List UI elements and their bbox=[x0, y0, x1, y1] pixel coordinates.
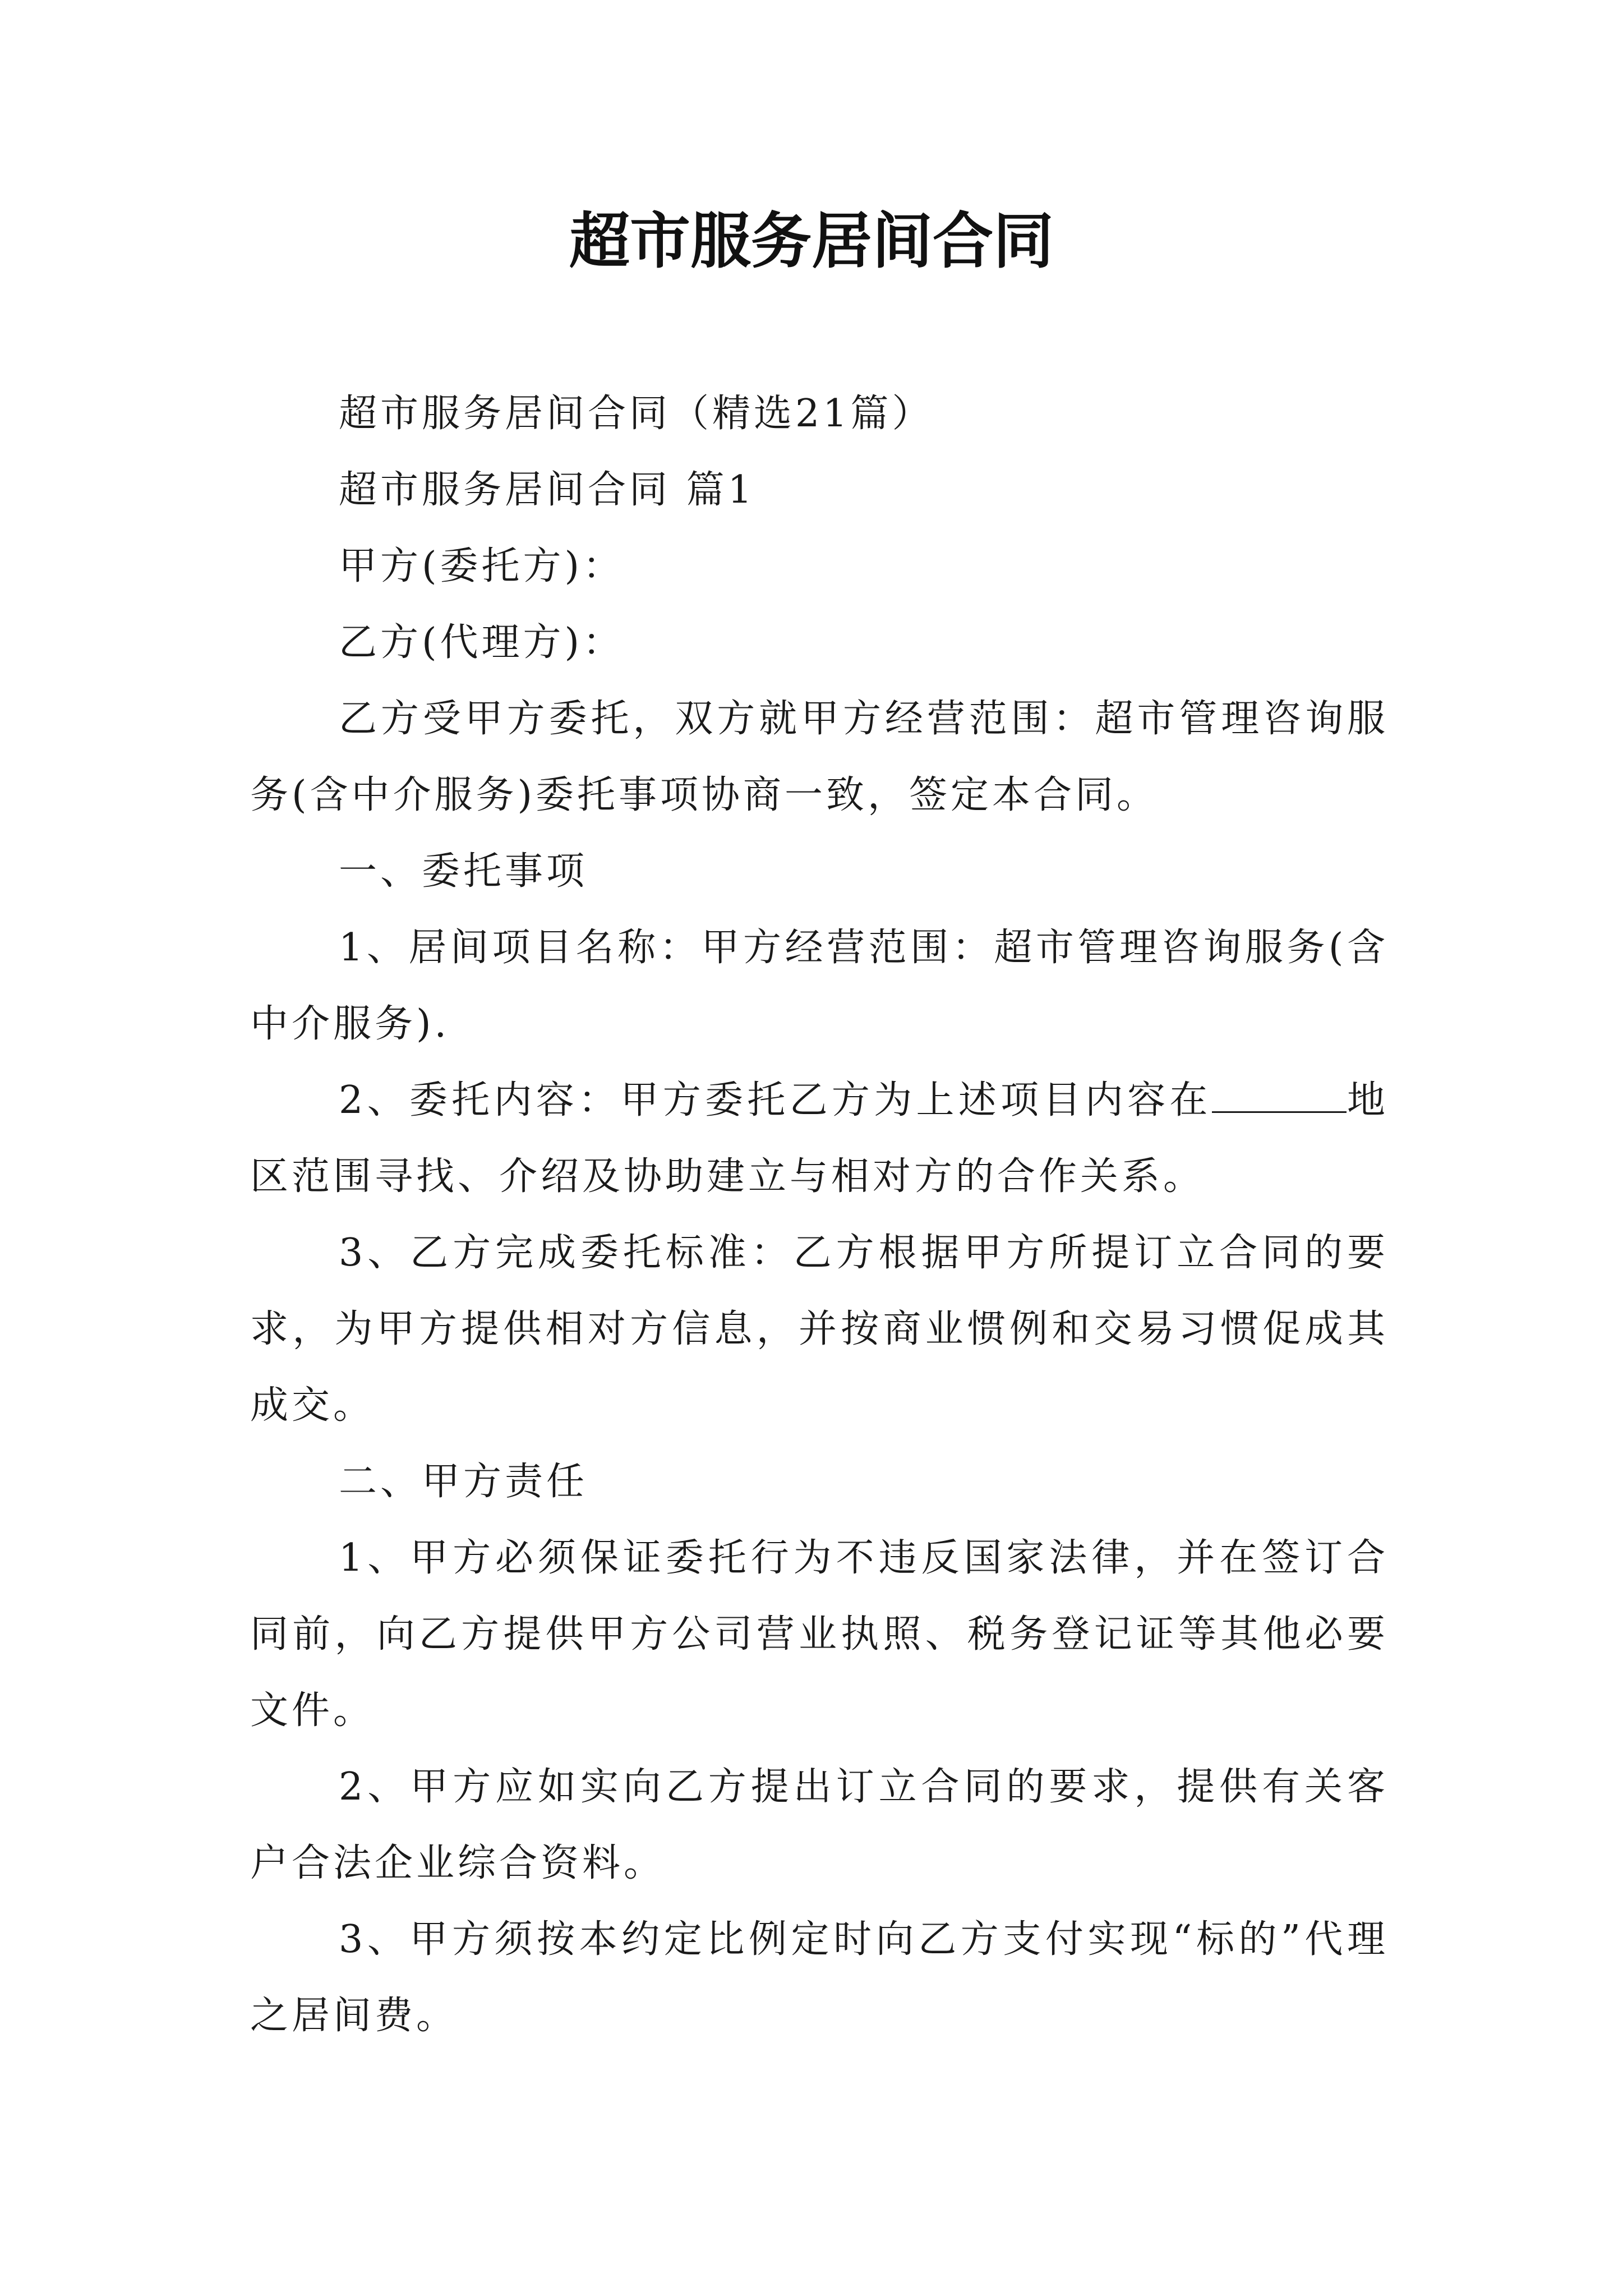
paragraph-item-2-tail: 地区范围寻找、介绍及协助建立与相对方的合作关系。 bbox=[250, 1078, 1389, 1199]
paragraph-item-2 bbox=[250, 1062, 1389, 1215]
paragraph-duty-1: 1、甲方必须保证委托行为不违反国家法律，并在签订合同前，向乙方提供甲方公司营业执照、税务登记证等其他必要文件。 bbox=[250, 1536, 1389, 1733]
paragraph-intro: 乙方受甲方委托，双方就甲方经营范围：超市管理咨询服务(含中介服务)委托事项协商一致，签定本合同。 bbox=[250, 697, 1389, 817]
paragraph-item-1: 1、居间项目名称：甲方经营范围：超市管理咨询服务(含中介服务). bbox=[250, 926, 1389, 1046]
paragraph-duty-2: 2、甲方应如实向乙方提出订立合同的要求，提供有关客户合法企业综合资料。 bbox=[250, 1765, 1389, 1885]
section-heading-party-a-duties: 二、甲方责任 bbox=[339, 1460, 588, 1504]
document-body bbox=[250, 376, 1389, 2054]
section-heading-entrustment: 一、委托事项 bbox=[339, 849, 588, 894]
paragraph-chapter-heading: 超市服务居间合同 篇1 bbox=[339, 468, 755, 512]
fill-in-blank bbox=[1212, 1072, 1347, 1113]
paragraph-party-a: 甲方(委托方)： bbox=[339, 544, 625, 588]
paragraph-party-b: 乙方(代理方)： bbox=[339, 620, 625, 665]
paragraph-item-3: 3、乙方完成委托标准：乙方根据甲方所提订立合同的要求，为甲方提供相对方信息，并按商业惯例和交易习惯促成其成交。 bbox=[250, 1231, 1389, 1428]
document-title: 超市服务居间合同 bbox=[569, 206, 1054, 277]
paragraph-item-2-head: 2、委托内容：甲方委托乙方为上述项目内容在 bbox=[339, 1078, 1212, 1122]
paragraph-duty-3: 3、甲方须按本约定比例定时向乙方支付实现“标的”代理之居间费。 bbox=[250, 1917, 1389, 2038]
paragraph-subtitle: 超市服务居间合同（精选21篇） bbox=[339, 392, 934, 436]
